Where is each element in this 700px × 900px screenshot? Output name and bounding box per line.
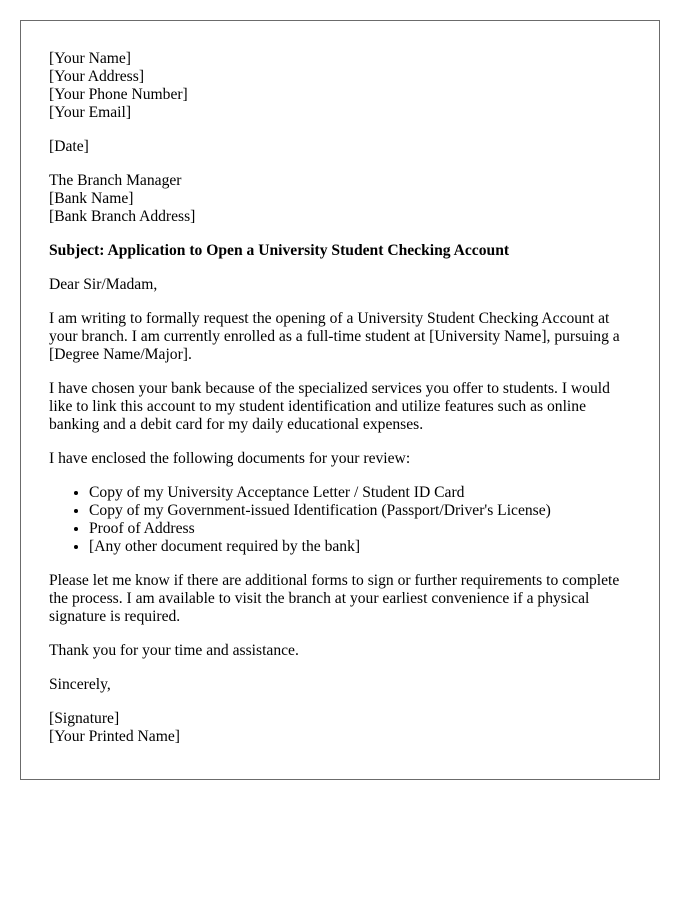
list-item: • [Any other document required by the bank] <box>89 538 631 556</box>
sender-email: [Your Email] <box>49 104 132 121</box>
recipient-bank-name: [Bank Name] <box>49 190 134 207</box>
recipient-branch-address: [Bank Branch Address] <box>49 208 196 225</box>
printed-name: [Your Printed Name] <box>49 728 180 745</box>
subject-line: Subject: Application to Open a University Student Checking Account <box>49 242 510 259</box>
sender-address: [Your Address] <box>49 68 145 85</box>
sender-block <box>49 50 631 122</box>
body-paragraph-enclosed: I have enclosed the following documents for your review: <box>49 450 411 467</box>
body-paragraph-thanks: Thank you for your time and assistance. <box>49 642 299 659</box>
list-item: • Proof of Address <box>89 520 631 538</box>
body-paragraph-reason: I have chosen your bank because of the specialized services you offer to students. I would like to link this account to my student identification and utilize features such as online banking and a debit card for my daily educational expenses. <box>49 380 610 433</box>
list-item: • Copy of my Government-issued Identification (Passport/Driver's License) <box>89 502 631 520</box>
sender-phone: [Your Phone Number] <box>49 86 188 103</box>
sender-name: [Your Name] <box>49 50 132 67</box>
closing: Sincerely, <box>49 676 111 693</box>
documents-list <box>49 484 631 556</box>
list-item: • Copy of my University Acceptance Letter / Student ID Card <box>89 484 631 502</box>
recipient-title: The Branch Manager <box>49 172 182 189</box>
signature-block <box>49 710 631 746</box>
date-block <box>49 138 631 156</box>
salutation: Dear Sir/Madam, <box>49 276 158 293</box>
body-paragraph-followup: Please let me know if there are additional forms to sign or further requirements to complete the process. I am available to visit the branch at your earliest convenience if a physical signature is required. <box>49 572 620 625</box>
body-paragraph-request: I am writing to formally request the opening of a University Student Checking Account at your branch. I am currently enrolled as a full-time student at [University Name], pursuing a [Degree Name/Major]. <box>49 310 620 363</box>
letter-date: [Date] <box>49 138 89 155</box>
signature-line: [Signature] <box>49 710 120 727</box>
letter-page <box>20 20 660 780</box>
recipient-block <box>49 172 631 226</box>
